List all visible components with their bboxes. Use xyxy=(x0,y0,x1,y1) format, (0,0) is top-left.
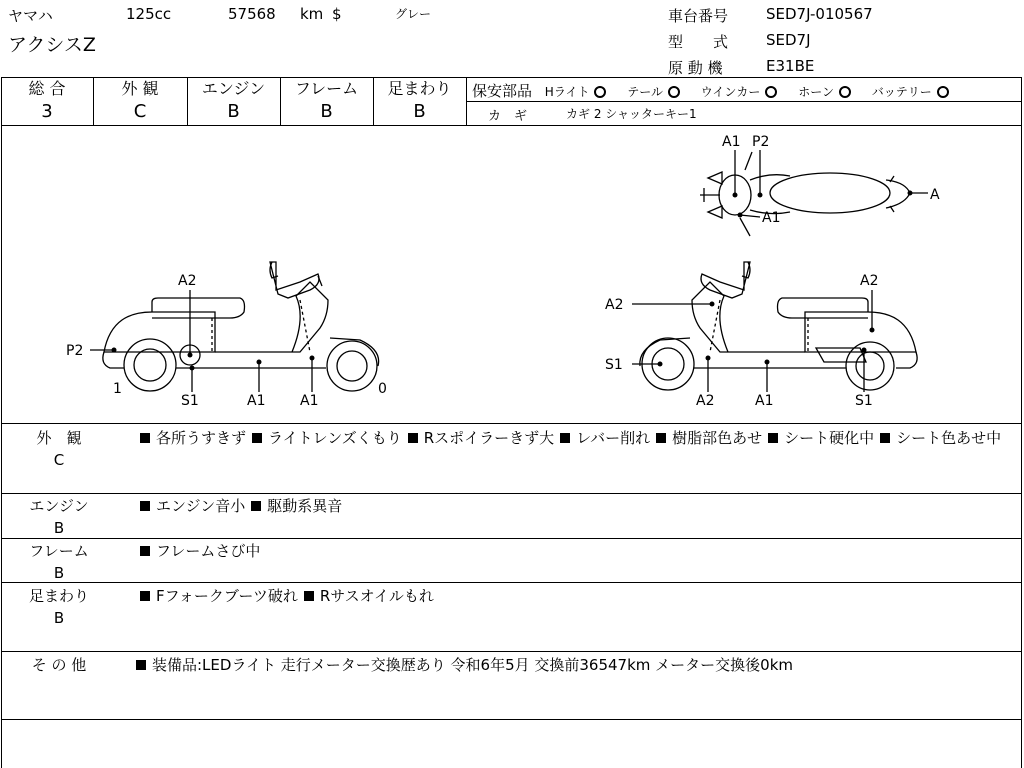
mark-label: 1 xyxy=(113,381,122,397)
grade-overall: 総 合 3 xyxy=(28,79,66,122)
key-value: カギ 2 シャッターキー1 xyxy=(566,107,697,121)
grade-engine: エンジン B xyxy=(201,79,266,122)
mark-label: A2 xyxy=(178,273,197,289)
frame-no: SED7J-010567 xyxy=(766,5,873,23)
ok-circle-icon xyxy=(765,86,777,98)
mark-label: A1 xyxy=(722,134,741,150)
section-text: 装備品:LEDライト 走行メーター交換歴あり 令和6年5月 交換前36547km メーター交換後0km xyxy=(134,654,1019,676)
frame-no-label: 車台番号 xyxy=(668,7,729,25)
type: SED7J xyxy=(766,31,811,49)
section-text: Fフォークブーツ破れ Rサスオイルもれ xyxy=(134,585,1019,607)
mark-label: 0 xyxy=(378,381,387,397)
color: グレー xyxy=(395,7,432,21)
grid-line xyxy=(1,423,1022,424)
section-label: 外 観 C xyxy=(36,429,82,469)
grid-line xyxy=(1,538,1022,539)
maker: ヤマハ xyxy=(8,7,53,25)
grade-exterior: 外 観 C xyxy=(121,79,159,122)
mark-label: P2 xyxy=(752,134,770,150)
mark-label: P2 xyxy=(66,343,84,359)
damage-diagram xyxy=(0,126,1020,422)
mark-label: A xyxy=(930,187,940,203)
mark-label: A1 xyxy=(755,393,774,409)
scooter-top-view xyxy=(700,152,910,236)
damage-leaders xyxy=(90,150,928,392)
key-label: カ ギ xyxy=(488,109,528,124)
grade-suspension: 足まわり B xyxy=(387,79,452,122)
scooter-left-view xyxy=(103,262,379,391)
engine: E31BE xyxy=(766,57,815,75)
section-label: そ の 他 xyxy=(31,656,87,674)
grid-line xyxy=(1,651,1022,652)
mark-label: S1 xyxy=(855,393,873,409)
grid-line xyxy=(1,719,1022,720)
grid-line xyxy=(466,101,1022,102)
type-label: 型 式 xyxy=(668,33,729,51)
safety-item-headlight: Hライト xyxy=(545,85,607,99)
section-label: 足まわり B xyxy=(28,587,89,627)
grid-line xyxy=(1,582,1022,583)
mark-label: S1 xyxy=(605,357,623,373)
safety-item-horn: ホーン xyxy=(798,85,851,99)
safety-label: 保安部品 xyxy=(472,82,533,100)
mark-label: A2 xyxy=(605,297,624,313)
section-text: 各所うすきず ライトレンズくもり Rスポイラーきず大 レバー削れ 樹脂部色あせ シート硬化中 シート色あせ中 xyxy=(134,427,1019,449)
mark-label: A2 xyxy=(696,393,715,409)
engine-label: 原 動 機 xyxy=(668,59,723,77)
ok-circle-icon xyxy=(937,86,949,98)
ok-circle-icon xyxy=(668,86,680,98)
safety-item-winker: ウインカー xyxy=(701,85,778,99)
section-label: フレーム B xyxy=(29,542,89,582)
mark-label: A1 xyxy=(247,393,266,409)
grid-line xyxy=(1,493,1022,494)
ok-circle-icon xyxy=(839,86,851,98)
mark-label: A2 xyxy=(860,273,879,289)
mileage: 57568 xyxy=(228,5,276,23)
grade-frame: フレーム B xyxy=(294,79,359,122)
grid-line xyxy=(1,77,1022,78)
mileage-mark: $ xyxy=(332,5,342,23)
section-text: エンジン音小 駆動系異音 xyxy=(134,495,1019,517)
mark-label: S1 xyxy=(181,393,199,409)
displacement: 125cc xyxy=(126,5,172,23)
section-label: エンジン B xyxy=(29,497,89,537)
section-text: フレームさび中 xyxy=(134,540,1019,562)
safety-row xyxy=(472,80,949,101)
mark-label: A1 xyxy=(300,393,319,409)
safety-item-tail: テール xyxy=(627,85,680,99)
mileage-unit: km xyxy=(300,5,324,23)
ok-circle-icon xyxy=(594,86,606,98)
mark-label: A1 xyxy=(762,210,781,226)
model-name: アクシスZ xyxy=(8,34,96,56)
safety-item-battery: バッテリー xyxy=(872,85,949,99)
